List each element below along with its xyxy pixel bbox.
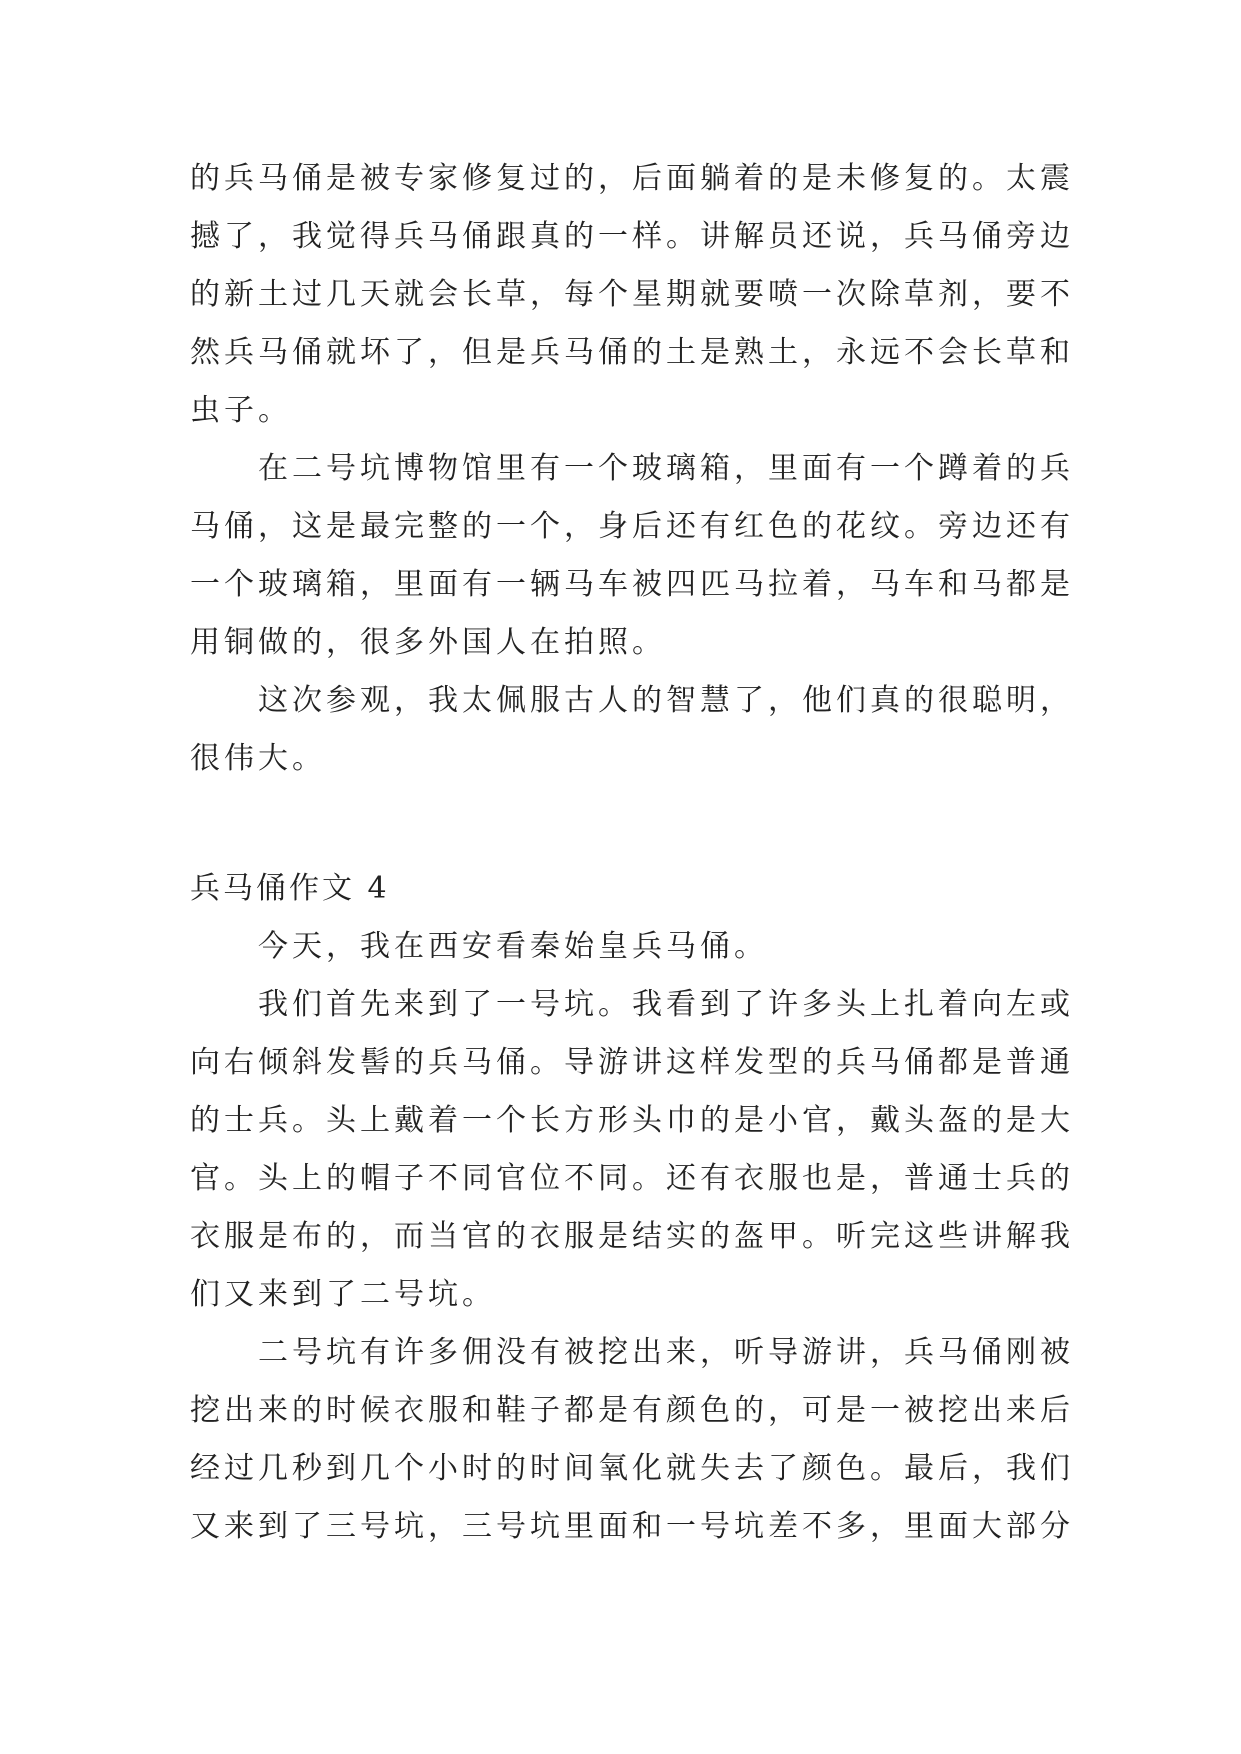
paragraph-line: 们又来到了二号坑。 bbox=[190, 1277, 496, 1312]
paragraph-line: 的兵马俑是被专家修复过的，后面躺着的是未修复的。太震 bbox=[190, 161, 1074, 196]
paragraph-line: 的士兵。头上戴着一个长方形头巾的是小官，戴头盔的是大 bbox=[190, 1103, 1074, 1138]
paragraph-line: 今天，我在西安看秦始皇兵马俑。 bbox=[258, 929, 768, 964]
paragraph-line: 我们首先来到了一号坑。我看到了许多头上扎着向左或 bbox=[258, 987, 1074, 1022]
paragraph-line: 虫子。 bbox=[190, 393, 292, 428]
section-1-text bbox=[190, 150, 1074, 788]
paragraph-line: 在二号坑博物馆里有一个玻璃箱，里面有一个蹲着的兵 bbox=[258, 451, 1074, 486]
essay-heading: 兵马俑作文 4 bbox=[190, 871, 390, 906]
section-2-text bbox=[190, 918, 1074, 1556]
paragraph-line: 的新土过几天就会长草，每个星期就要喷一次除草剂，要不 bbox=[190, 277, 1074, 312]
paragraph-line: 官。头上的帽子不同官位不同。还有衣服也是，普通士兵的 bbox=[190, 1161, 1074, 1196]
paragraph-line: 一个玻璃箱，里面有一辆马车被四匹马拉着，马车和马都是 bbox=[190, 567, 1074, 602]
paragraph-line: 向右倾斜发髻的兵马俑。导游讲这样发型的兵马俑都是普通 bbox=[190, 1045, 1074, 1080]
paragraph-line: 马俑，这是最完整的一个，身后还有红色的花纹。旁边还有 bbox=[190, 509, 1074, 544]
paragraph-line: 撼了，我觉得兵马俑跟真的一样。讲解员还说，兵马俑旁边 bbox=[190, 219, 1074, 254]
paragraph-line: 衣服是布的，而当官的衣服是结实的盔甲。听完这些讲解我 bbox=[190, 1219, 1074, 1254]
paragraph-line: 用铜做的，很多外国人在拍照。 bbox=[190, 625, 666, 660]
paragraph-line: 经过几秒到几个小时的时间氧化就失去了颜色。最后，我们 bbox=[190, 1451, 1074, 1486]
paragraph-line: 二号坑有许多佣没有被挖出来，听导游讲，兵马俑刚被 bbox=[258, 1335, 1074, 1370]
paragraph-line: 很伟大。 bbox=[190, 741, 326, 776]
paragraph-line: 挖出来的时候衣服和鞋子都是有颜色的，可是一被挖出来后 bbox=[190, 1393, 1074, 1428]
paragraph-line: 这次参观，我太佩服古人的智慧了，他们真的很聪明， bbox=[258, 683, 1074, 718]
paragraph-line: 然兵马俑就坏了，但是兵马俑的土是熟土，永远不会长草和 bbox=[190, 335, 1074, 370]
paragraph-line: 又来到了三号坑，三号坑里面和一号坑差不多，里面大部分 bbox=[190, 1509, 1074, 1544]
